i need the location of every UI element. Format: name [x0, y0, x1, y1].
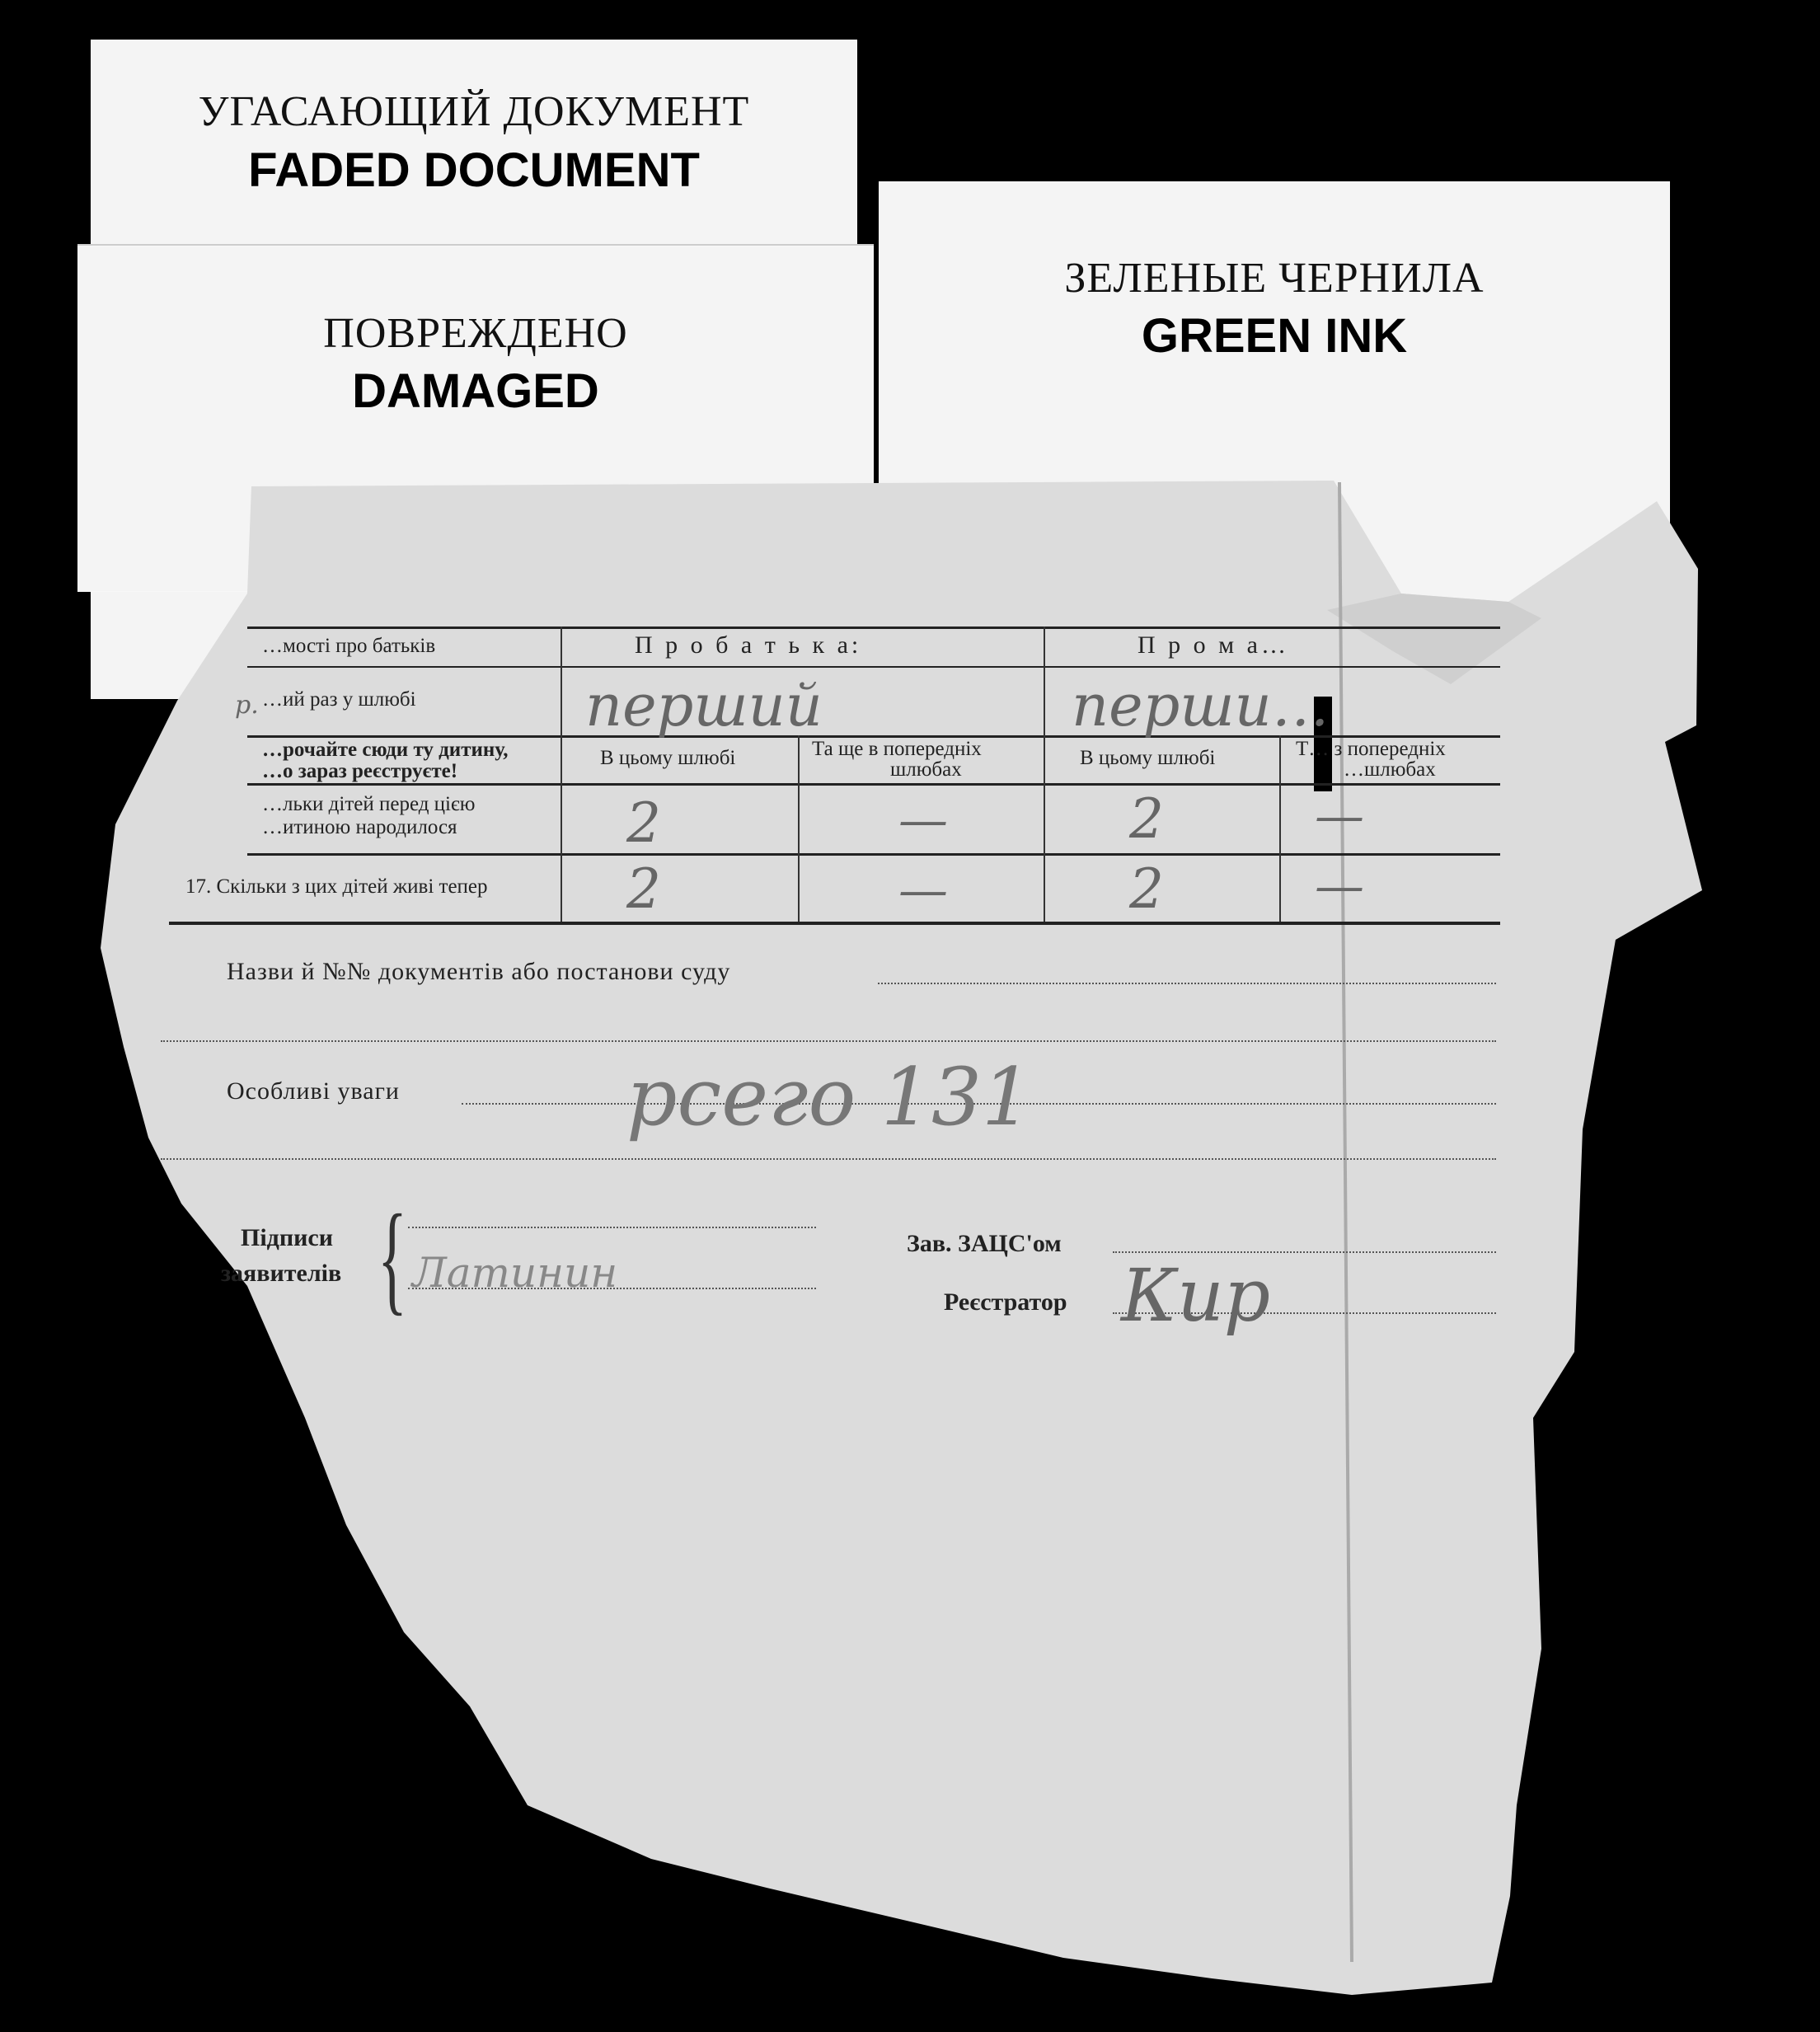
documents-line-1: [878, 983, 1496, 984]
col-previous-mother-1: Т… з попередніх: [1296, 738, 1446, 760]
notes-line-2: [161, 1158, 1496, 1160]
documents-label: Назви й №№ документів або постанови суду: [227, 958, 731, 985]
row17-father-this: 2: [626, 857, 661, 921]
father-marriage-value: перший: [585, 672, 823, 739]
signatures-label-1: Підписи: [241, 1224, 334, 1251]
documents-line-2: [161, 1040, 1496, 1042]
row16-father-this: 2: [626, 791, 661, 855]
table-rule-sub: [247, 783, 1500, 786]
head-label: Зав. ЗАЦС'ом: [907, 1230, 1062, 1257]
row16-mother-this: 2: [1129, 787, 1164, 851]
row17-label: 17. Скільки з цих дітей живі тепер: [185, 875, 488, 898]
row16-label-1: …льки дітей перед цією: [262, 793, 476, 815]
table-col-3: [1044, 626, 1045, 922]
col-previous-mother-2: …шлюбах: [1344, 758, 1436, 781]
col-previous-father-2: шлюбах: [890, 758, 962, 781]
include-child-note-2: …о зараз реєструєте!: [262, 760, 458, 782]
special-notes-label: Особливі уваги: [227, 1077, 400, 1105]
table-col-4: [1279, 735, 1281, 922]
row17-father-prev: —: [898, 861, 948, 919]
row16-father-prev: —: [898, 791, 948, 849]
mother-group-header: П р о м а…: [1138, 631, 1289, 659]
col-previous-father-1: Та ще в попередніх: [812, 738, 982, 760]
row16-mother-prev: —: [1315, 787, 1364, 845]
applicant-signature: Латинин: [412, 1249, 618, 1297]
marriage-prefix-mark: р.: [235, 691, 259, 720]
table-rule-bottom: [169, 922, 1500, 925]
faded-label-en: FADED DOCUMENT: [248, 143, 700, 197]
registrar-signature: Кир: [1121, 1253, 1271, 1338]
include-child-note-1: …рочайте сюди ту дитину,: [262, 739, 509, 761]
row17-mother-this: 2: [1129, 857, 1164, 921]
parents-info-label: …мості про батьків: [262, 635, 436, 657]
table-rule-row16: [247, 853, 1500, 856]
mother-marriage-value: перши…: [1072, 672, 1330, 739]
damaged-label-ru: ПОВРЕЖДЕНО: [323, 310, 628, 357]
col-this-marriage-father: В цьому шлюбі: [600, 747, 736, 769]
damaged-label-en: DAMAGED: [352, 364, 599, 418]
table-rule-top: [247, 626, 1500, 629]
row17-mother-prev: —: [1315, 857, 1364, 915]
signatures-label-2: заявителів: [221, 1260, 342, 1287]
table-col-2: [798, 735, 800, 922]
applicant-sign-line-1: [408, 1227, 816, 1228]
notes-handwriting: рсего 131: [626, 1051, 1033, 1143]
green-ink-label-ru: ЗЕЛЕНЫЕ ЧЕРНИЛА: [1064, 255, 1485, 302]
row16-label-2: …итиною народилося: [262, 816, 457, 838]
table-rule-header: [247, 666, 1500, 668]
faded-label-ru: УГАСАЮЩИЙ ДОКУМЕНТ: [198, 88, 750, 135]
signatures-brace: {: [378, 1190, 407, 1326]
marriage-count-label: …ий раз у шлюбі: [262, 688, 416, 711]
father-group-header: П р о б а т ь к а:: [635, 631, 862, 659]
green-ink-label-en: GREEN INK: [1141, 309, 1408, 363]
registrar-label: Реєстратор: [944, 1288, 1067, 1316]
col-this-marriage-mother: В цьому шлюбі: [1080, 747, 1216, 769]
table-col-1: [561, 626, 562, 922]
